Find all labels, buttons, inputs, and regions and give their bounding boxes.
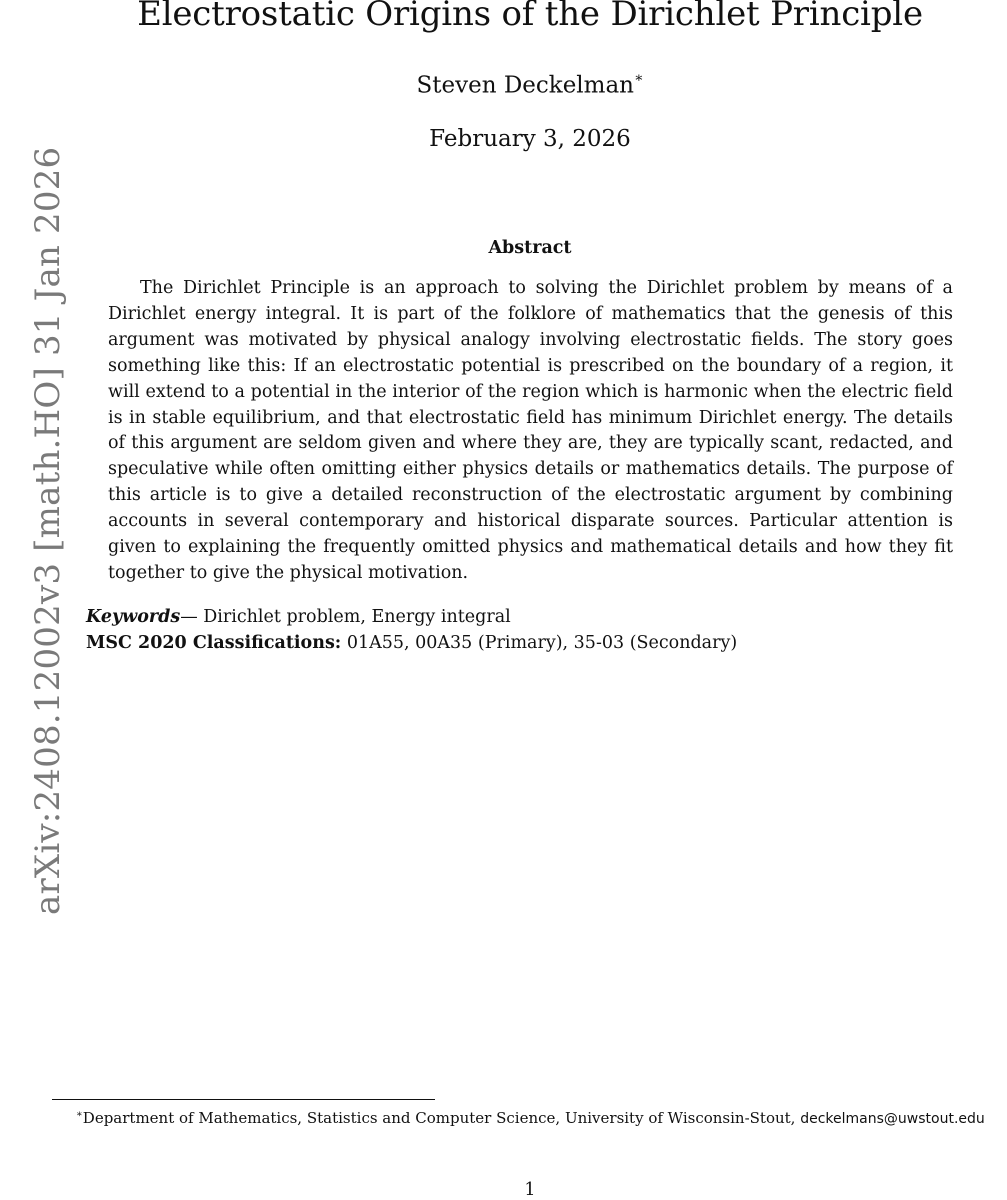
abstract-body: The Dirichlet Principle is an approach to solving the Dirichlet problem by means of a Dirichlet energy integral. It is part of the folklore of mathematics that the genesis of this argument was motivated by physical analogy involving electrostatic fields. The story goes something like this: If an electrostatic potential is prescribed on the boundary of a region, it will extend to a potential in the interior of the region which is harmonic when the electric field is in stable equilibrium, and that electrostatic field has minimum Dirichlet energy. The details of this argument are seldom given and where they are, they are typically scant, redacted, and speculative while often omitting either physics details or mathematics details. The purpose of this article is to give a detailed reconstruction of the electrostatic argument by combining accounts in several contemporary and historical disparate sources. Particular attention is given to explaining the frequently omitted physics and mathematical details and how they fit together to give the physical motivation. (108, 278, 953, 583)
author-footnote-mark[interactable]: ∗ (634, 70, 644, 86)
paper-title: Electrostatic Origins of the Dirichlet Principle (137, 0, 923, 34)
footnote-mark: ∗ (76, 1109, 83, 1120)
footnote-text: Department of Mathematics, Statistics and Computer Science, University of Wisconsin-Stout, (82, 1109, 796, 1127)
footnote-divider (52, 1099, 435, 1100)
arxiv-identifier[interactable]: arXiv:2408.12002v3 [math.HO] 31 Jan 2026 (28, 146, 68, 915)
paper-date: February 3, 2026 (429, 126, 631, 152)
author-name: Steven Deckelman (416, 72, 634, 99)
msc-value: 01A55, 00A35 (Primary), 35-03 (Secondary) (346, 633, 738, 653)
msc-label: MSC 2020 Classifications: (86, 633, 342, 653)
page-number: 1 (524, 1180, 536, 1200)
keywords-line (86, 607, 511, 627)
footnote (52, 1104, 1000, 1130)
footnote-email-link[interactable]: deckelmans@uwstout.edu (800, 1111, 985, 1127)
keywords-label: Keywords (86, 607, 181, 627)
author-line (0, 72, 1007, 99)
abstract-heading: Abstract (488, 238, 572, 258)
msc-line (86, 633, 737, 653)
keywords-value: Dirichlet problem, Energy integral (203, 607, 511, 627)
keywords-separator: — (180, 607, 198, 627)
